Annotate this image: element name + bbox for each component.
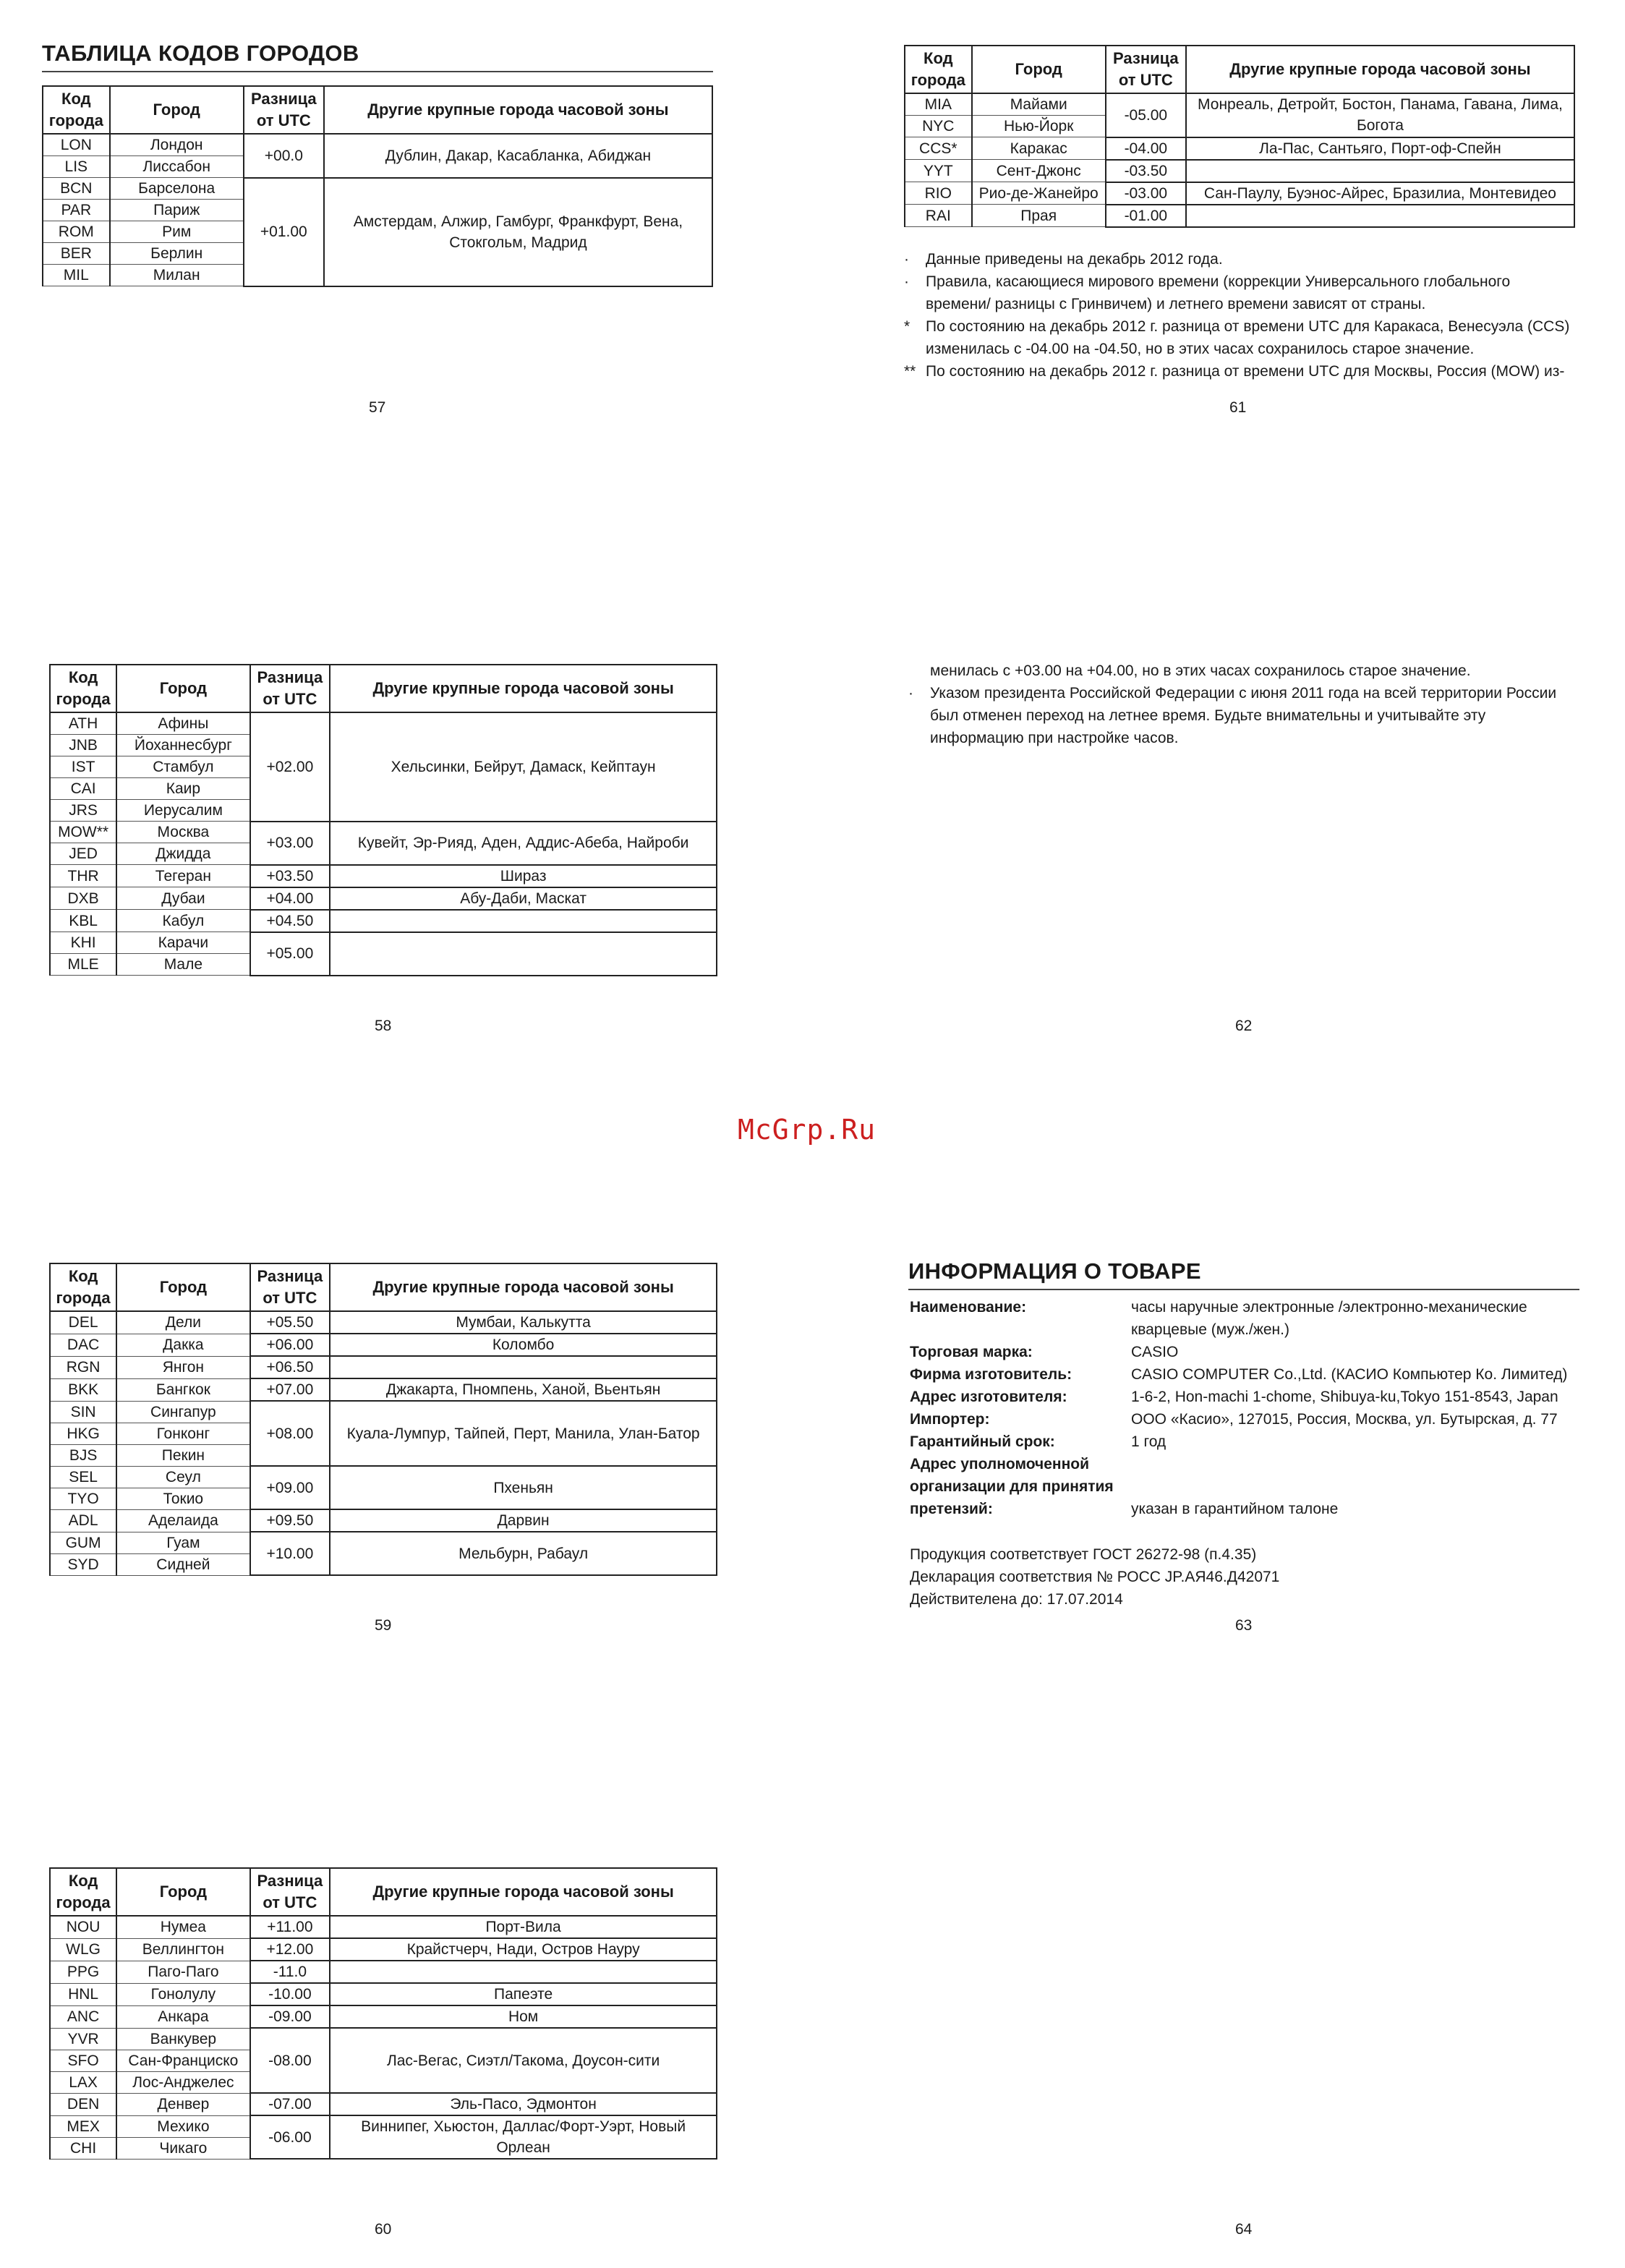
city-name-cell: Сингапур bbox=[116, 1401, 249, 1423]
city-code-cell: KBL bbox=[50, 910, 116, 932]
table-row bbox=[905, 137, 1574, 160]
utc-diff-cell: +02.00 bbox=[250, 712, 330, 822]
table-row bbox=[50, 822, 717, 843]
city-name-cell: Каракас bbox=[972, 137, 1106, 160]
note: · Данные приведены на декабрь 2012 года. bbox=[904, 251, 1223, 268]
page-57 bbox=[42, 40, 713, 72]
title-rule bbox=[908, 1289, 1579, 1290]
city-code-cell: IST bbox=[50, 756, 116, 778]
certification bbox=[910, 1543, 1582, 1611]
page-number-61: 61 bbox=[1229, 399, 1247, 416]
utc-diff-cell: +00.0 bbox=[244, 134, 324, 178]
other-cities-cell: Виннипег, Хьюстон, Даллас/Форт-Уэрт, Новый Орлеан bbox=[330, 2115, 717, 2159]
city-name-cell: Веллингтон bbox=[116, 1938, 249, 1961]
utc-diff-cell: +08.00 bbox=[250, 1401, 330, 1466]
table-row bbox=[50, 2115, 717, 2137]
city-code-cell: MIA bbox=[905, 93, 972, 116]
city-code-cell: BCN bbox=[43, 178, 110, 200]
city-code-cell: LON bbox=[43, 134, 110, 156]
page-number-60: 60 bbox=[375, 2221, 392, 2238]
column-header-other-cities: Другие крупные города часовой зоны bbox=[330, 1868, 717, 1916]
other-cities-cell: Кувейт, Эр-Рияд, Аден, Аддис-Абеба, Найроби bbox=[330, 822, 717, 865]
city-code-cell: ATH bbox=[50, 712, 116, 735]
city-name-cell: Денвер bbox=[116, 2093, 249, 2115]
column-header-utc-diff: Разница от UTC bbox=[244, 86, 324, 134]
city-code-cell: JNB bbox=[50, 735, 116, 756]
utc-diff-cell: -01.00 bbox=[1106, 205, 1186, 227]
city-code-cell: NYC bbox=[905, 116, 972, 137]
city-name-cell: Йоханнесбург bbox=[116, 735, 249, 756]
info-row-claims: Адрес уполномоченной организации для принятия претензий: указан в гарантийном талоне bbox=[910, 1456, 1339, 1517]
city-name-cell: Дакка bbox=[116, 1334, 249, 1356]
other-cities-cell: Ла-Пас, Сантьяго, Порт-оф-Спейн bbox=[1186, 137, 1574, 160]
table-row bbox=[905, 182, 1574, 205]
note: · Указом президента Российской Федерации с июня 2011 года на всей территории России был отменен переход на летнее время. Будьте внимательны и учитывайте эту информацию при настройке часов. bbox=[908, 685, 1557, 746]
utc-diff-cell: +04.50 bbox=[250, 910, 330, 932]
city-code-cell: PAR bbox=[43, 200, 110, 221]
column-header-other-cities: Другие крупные города часовой зоны bbox=[324, 86, 712, 134]
other-cities-cell: Дарвин bbox=[330, 1509, 717, 1532]
city-name-cell: Нумеа bbox=[116, 1916, 249, 1938]
other-cities-cell: Пхеньян bbox=[330, 1466, 717, 1509]
table-row bbox=[50, 712, 717, 735]
utc-diff-cell: +09.50 bbox=[250, 1509, 330, 1532]
utc-diff-cell: -03.50 bbox=[1106, 160, 1186, 182]
page-number-59: 59 bbox=[375, 1617, 392, 1634]
column-header-city: Город bbox=[116, 1868, 249, 1916]
utc-diff-cell: -10.00 bbox=[250, 1983, 330, 2005]
city-code-cell: BKK bbox=[50, 1378, 116, 1401]
utc-diff-cell: +06.00 bbox=[250, 1334, 330, 1356]
page-title: ИНФОРМАЦИЯ О ТОВАРЕ bbox=[908, 1258, 1201, 1284]
city-code-cell: YVR bbox=[50, 2028, 116, 2050]
cert-line: Декларация соответствия № РОСС JP.АЯ46.Д42071 bbox=[910, 1569, 1280, 1585]
city-code-cell: YYT bbox=[905, 160, 972, 182]
city-code-cell: HKG bbox=[50, 1423, 116, 1444]
table-row bbox=[43, 178, 712, 200]
city-code-cell: LAX bbox=[50, 2071, 116, 2093]
other-cities-cell: Лас-Вегас, Сиэтл/Такома, Доусон-сити bbox=[330, 2028, 717, 2093]
utc-diff-cell: +07.00 bbox=[250, 1378, 330, 1401]
city-code-cell: HNL bbox=[50, 1983, 116, 2005]
table-row bbox=[50, 2093, 717, 2115]
utc-diff-cell: -11.0 bbox=[250, 1961, 330, 1983]
city-code-cell: JRS bbox=[50, 800, 116, 822]
city-code-cell: JED bbox=[50, 843, 116, 865]
city-name-cell: Майами bbox=[972, 93, 1106, 116]
city-code-cell: BJS bbox=[50, 1444, 116, 1466]
city-code-cell: LIS bbox=[43, 156, 110, 178]
product-info bbox=[910, 1296, 1582, 1520]
column-header-utc-diff: Разница от UTC bbox=[1106, 46, 1186, 93]
city-name-cell: Паго-Паго bbox=[116, 1961, 249, 1983]
other-cities-cell: Амстердам, Алжир, Гамбург, Франкфурт, Вена, Стокгольм, Мадрид bbox=[324, 178, 712, 286]
table-row bbox=[50, 2005, 717, 2028]
city-name-cell: Барселона bbox=[110, 178, 244, 200]
city-code-cell: ANC bbox=[50, 2005, 116, 2028]
table-row bbox=[50, 1983, 717, 2005]
other-cities-cell: Хельсинки, Бейрут, Дамаск, Кейптаун bbox=[330, 712, 717, 822]
page-number-64: 64 bbox=[1235, 2221, 1253, 2238]
city-name-cell: Париж bbox=[110, 200, 244, 221]
column-header-other-cities: Другие крупные города часовой зоны bbox=[1186, 46, 1574, 93]
city-name-cell: Сидней bbox=[116, 1553, 249, 1575]
column-header-utc-diff: Разница от UTC bbox=[250, 1868, 330, 1916]
city-code-cell: SEL bbox=[50, 1466, 116, 1488]
city-code-cell: BER bbox=[43, 243, 110, 265]
other-cities-cell bbox=[330, 910, 717, 932]
info-row-name: Наименование: часы наручные электронные /электронно-механические кварцевые (муж./жен.) bbox=[910, 1299, 1527, 1338]
table-row bbox=[905, 205, 1574, 227]
city-name-cell: Стамбул bbox=[116, 756, 249, 778]
city-code-cell: CCS* bbox=[905, 137, 972, 160]
city-code-cell: KHI bbox=[50, 932, 116, 954]
other-cities-cell bbox=[330, 1961, 717, 1983]
table-row bbox=[50, 1466, 717, 1488]
city-code-cell: ROM bbox=[43, 221, 110, 243]
city-code-cell: THR bbox=[50, 865, 116, 887]
table-row bbox=[50, 1532, 717, 1553]
city-name-cell: Джидда bbox=[116, 843, 249, 865]
city-name-cell: Чикаго bbox=[116, 2137, 249, 2159]
info-row-importer: Импортер: ООО «Касио», 127015, Россия, Москва, ул. Бутырская, д. 77 bbox=[910, 1411, 1558, 1428]
other-cities-cell: Дублин, Дакар, Касабланка, Абиджан bbox=[324, 134, 712, 178]
utc-diff-cell: -09.00 bbox=[250, 2005, 330, 2028]
column-header-city: Город bbox=[116, 665, 249, 712]
city-name-cell: Сеул bbox=[116, 1466, 249, 1488]
other-cities-cell: Монреаль, Детройт, Бостон, Панама, Гавана, Лима, Богота bbox=[1186, 93, 1574, 137]
city-name-cell: Сент-Джонс bbox=[972, 160, 1106, 182]
other-cities-cell bbox=[330, 1356, 717, 1378]
title-rule bbox=[42, 71, 713, 72]
table-row bbox=[50, 865, 717, 887]
city-name-cell: Анкара bbox=[116, 2005, 249, 2028]
other-cities-cell: Куала-Лумпур, Тайпей, Перт, Манила, Улан-Батор bbox=[330, 1401, 717, 1466]
page-number-57: 57 bbox=[369, 399, 386, 416]
city-code-cell: NOU bbox=[50, 1916, 116, 1938]
column-header-code: Код города bbox=[50, 1263, 116, 1311]
table-row bbox=[50, 910, 717, 932]
city-code-cell: RGN bbox=[50, 1356, 116, 1378]
table-row bbox=[50, 1378, 717, 1401]
city-name-cell: Гонконг bbox=[116, 1423, 249, 1444]
utc-diff-cell: -06.00 bbox=[250, 2115, 330, 2159]
note: ** По состоянию на декабрь 2012 г. разница от времени UTC для Москвы, Россия (MOW) из- bbox=[904, 363, 1565, 380]
city-name-cell: Каир bbox=[116, 778, 249, 800]
other-cities-cell: Эль-Пасо, Эдмонтон bbox=[330, 2093, 717, 2115]
city-code-cell: WLG bbox=[50, 1938, 116, 1961]
page-title: ТАБЛИЦА КОДОВ ГОРОДОВ bbox=[42, 40, 359, 66]
city-name-cell: Карачи bbox=[116, 932, 249, 954]
city-code-cell: ADL bbox=[50, 1509, 116, 1532]
city-code-cell: SYD bbox=[50, 1553, 116, 1575]
table-row bbox=[50, 1961, 717, 1983]
other-cities-cell: Ном bbox=[330, 2005, 717, 2028]
utc-diff-cell: -07.00 bbox=[250, 2093, 330, 2115]
other-cities-cell bbox=[1186, 205, 1574, 227]
city-name-cell: Нью-Йорк bbox=[972, 116, 1106, 137]
column-header-utc-diff: Разница от UTC bbox=[250, 665, 330, 712]
utc-diff-cell: +09.00 bbox=[250, 1466, 330, 1509]
table-row bbox=[43, 134, 712, 156]
utc-diff-cell: +11.00 bbox=[250, 1916, 330, 1938]
city-name-cell: Сан-Франциско bbox=[116, 2050, 249, 2071]
city-name-cell: Лос-Анджелес bbox=[116, 2071, 249, 2093]
city-code-cell: RIO bbox=[905, 182, 972, 205]
other-cities-cell: Джакарта, Пномпень, Ханой, Вьентьян bbox=[330, 1378, 717, 1401]
column-header-utc-diff: Разница от UTC bbox=[250, 1263, 330, 1311]
other-cities-cell: Крайстчерч, Нади, Остров Науру bbox=[330, 1938, 717, 1961]
info-row-warranty: Гарантийный срок: 1 год bbox=[910, 1433, 1166, 1450]
table-header-row bbox=[50, 665, 717, 712]
other-cities-cell: Мумбаи, Калькутта bbox=[330, 1311, 717, 1334]
city-code-cell: SFO bbox=[50, 2050, 116, 2071]
city-name-cell: Мехико bbox=[116, 2115, 249, 2137]
table-row bbox=[50, 1311, 717, 1334]
city-name-cell: Кабул bbox=[116, 910, 249, 932]
note-continuation: менилась с +03.00 на +04.00, но в этих часах сохранилось старое значение. bbox=[930, 662, 1471, 679]
city-code-cell: PPG bbox=[50, 1961, 116, 1983]
other-cities-cell: Шираз bbox=[330, 865, 717, 887]
utc-diff-cell: -03.00 bbox=[1106, 182, 1186, 205]
city-code-cell: DXB bbox=[50, 887, 116, 910]
city-code-cell: MLE bbox=[50, 954, 116, 976]
city-code-cell: MIL bbox=[43, 265, 110, 286]
table-row bbox=[50, 932, 717, 954]
utc-diff-cell: +03.00 bbox=[250, 822, 330, 865]
table-header-row bbox=[50, 1263, 717, 1311]
column-header-city: Город bbox=[110, 86, 244, 134]
city-name-cell: Дели bbox=[116, 1311, 249, 1334]
table-header-row bbox=[43, 86, 712, 134]
note: * По состоянию на декабрь 2012 г. разница от времени UTC для Каракаса, Венесуэла (CCS) изменилась с -04.00 на -04.50, но в этих часах сохранилось старое значение. bbox=[904, 318, 1570, 357]
note: · Правила, касающиеся мирового времени (коррекции Универсального глобального времени/ разницы с Гринвичем) и летнего времени зависят от страны. bbox=[904, 273, 1511, 312]
utc-diff-cell: -08.00 bbox=[250, 2028, 330, 2093]
page-number-63: 63 bbox=[1235, 1617, 1253, 1634]
city-code-cell: CHI bbox=[50, 2137, 116, 2159]
column-header-other-cities: Другие крупные города часовой зоны bbox=[330, 665, 717, 712]
utc-diff-cell: +05.50 bbox=[250, 1311, 330, 1334]
utc-diff-cell: +10.00 bbox=[250, 1532, 330, 1575]
utc-diff-cell: +01.00 bbox=[244, 178, 324, 286]
cert-line: Действителена до: 17.07.2014 bbox=[910, 1591, 1123, 1608]
city-table-58 bbox=[49, 664, 717, 976]
city-code-cell: MOW** bbox=[50, 822, 116, 843]
city-name-cell: Москва bbox=[116, 822, 249, 843]
table-row bbox=[50, 1509, 717, 1532]
city-name-cell: Афины bbox=[116, 712, 249, 735]
city-name-cell: Лондон bbox=[110, 134, 244, 156]
city-name-cell: Аделаида bbox=[116, 1509, 249, 1532]
city-name-cell: Прая bbox=[972, 205, 1106, 227]
table-row bbox=[50, 1938, 717, 1961]
page-number-62: 62 bbox=[1235, 1018, 1253, 1034]
city-table-61 bbox=[904, 45, 1575, 228]
city-name-cell: Бангкок bbox=[116, 1378, 249, 1401]
table-row bbox=[905, 93, 1574, 116]
info-row-brand: Торговая марка: CASIO bbox=[910, 1344, 1179, 1360]
table-row bbox=[50, 1401, 717, 1423]
cert-line: Продукция соответствует ГОСТ 26272-98 (п.4.35) bbox=[910, 1546, 1257, 1563]
table-header-row bbox=[905, 46, 1574, 93]
city-name-cell: Дубаи bbox=[116, 887, 249, 910]
notes-61 bbox=[904, 248, 1577, 383]
city-name-cell: Мале bbox=[116, 954, 249, 976]
table-row bbox=[50, 1356, 717, 1378]
column-header-code: Код города bbox=[50, 1868, 116, 1916]
info-row-address: Адрес изготовителя: 1-6-2, Hon-machi 1-chome, Shibuya-ku,Tokyo 151-8543, Japan bbox=[910, 1389, 1558, 1405]
city-name-cell: Рио-де-Жанейро bbox=[972, 182, 1106, 205]
table-row bbox=[50, 2028, 717, 2050]
city-code-cell: DEN bbox=[50, 2093, 116, 2115]
column-header-code: Код города bbox=[50, 665, 116, 712]
table-row bbox=[905, 160, 1574, 182]
other-cities-cell: Коломбо bbox=[330, 1334, 717, 1356]
city-code-cell: DAC bbox=[50, 1334, 116, 1356]
city-name-cell: Рим bbox=[110, 221, 244, 243]
table-row bbox=[50, 1916, 717, 1938]
utc-diff-cell: +03.50 bbox=[250, 865, 330, 887]
utc-diff-cell: -04.00 bbox=[1106, 137, 1186, 160]
column-header-code: Код города bbox=[43, 86, 110, 134]
other-cities-cell: Мельбурн, Рабаул bbox=[330, 1532, 717, 1575]
other-cities-cell bbox=[330, 932, 717, 976]
city-table-57 bbox=[42, 85, 713, 287]
utc-diff-cell: +04.00 bbox=[250, 887, 330, 910]
notes-62 bbox=[908, 660, 1581, 749]
city-code-cell: MEX bbox=[50, 2115, 116, 2137]
watermark: McGrp.Ru bbox=[738, 1114, 877, 1146]
table-row bbox=[50, 1334, 717, 1356]
city-name-cell: Токио bbox=[116, 1488, 249, 1509]
column-header-city: Город bbox=[972, 46, 1106, 93]
column-header-code: Код города bbox=[905, 46, 972, 93]
city-name-cell: Берлин bbox=[110, 243, 244, 265]
city-table-59 bbox=[49, 1263, 717, 1576]
city-name-cell: Гуам bbox=[116, 1532, 249, 1553]
city-name-cell: Лиссабон bbox=[110, 156, 244, 178]
city-name-cell: Иерусалим bbox=[116, 800, 249, 822]
page-number-58: 58 bbox=[375, 1018, 392, 1034]
page-63 bbox=[908, 1258, 1579, 1290]
city-code-cell: CAI bbox=[50, 778, 116, 800]
city-name-cell: Гонолулу bbox=[116, 1983, 249, 2005]
city-name-cell: Тегеран bbox=[116, 865, 249, 887]
table-row bbox=[50, 887, 717, 910]
city-code-cell: TYO bbox=[50, 1488, 116, 1509]
other-cities-cell: Сан-Паулу, Буэнос-Айрес, Бразилиа, Монтевидео bbox=[1186, 182, 1574, 205]
other-cities-cell: Порт-Вила bbox=[330, 1916, 717, 1938]
utc-diff-cell: +12.00 bbox=[250, 1938, 330, 1961]
utc-diff-cell: +06.50 bbox=[250, 1356, 330, 1378]
column-header-city: Город bbox=[116, 1263, 249, 1311]
city-code-cell: DEL bbox=[50, 1311, 116, 1334]
city-name-cell: Ванкувер bbox=[116, 2028, 249, 2050]
info-row-manufacturer: Фирма изготовитель: CASIO COMPUTER Co.,Ltd. (КАСИО Компьютер Ко. Лимитед) bbox=[910, 1366, 1568, 1383]
city-table-60 bbox=[49, 1867, 717, 2160]
utc-diff-cell: -05.00 bbox=[1106, 93, 1186, 137]
other-cities-cell bbox=[1186, 160, 1574, 182]
column-header-other-cities: Другие крупные города часовой зоны bbox=[330, 1263, 717, 1311]
table-header-row bbox=[50, 1868, 717, 1916]
city-name-cell: Янгон bbox=[116, 1356, 249, 1378]
city-name-cell: Пекин bbox=[116, 1444, 249, 1466]
other-cities-cell: Папеэте bbox=[330, 1983, 717, 2005]
city-code-cell: RAI bbox=[905, 205, 972, 227]
utc-diff-cell: +05.00 bbox=[250, 932, 330, 976]
city-code-cell: GUM bbox=[50, 1532, 116, 1553]
other-cities-cell: Абу-Даби, Маскат bbox=[330, 887, 717, 910]
city-name-cell: Милан bbox=[110, 265, 244, 286]
city-code-cell: SIN bbox=[50, 1401, 116, 1423]
